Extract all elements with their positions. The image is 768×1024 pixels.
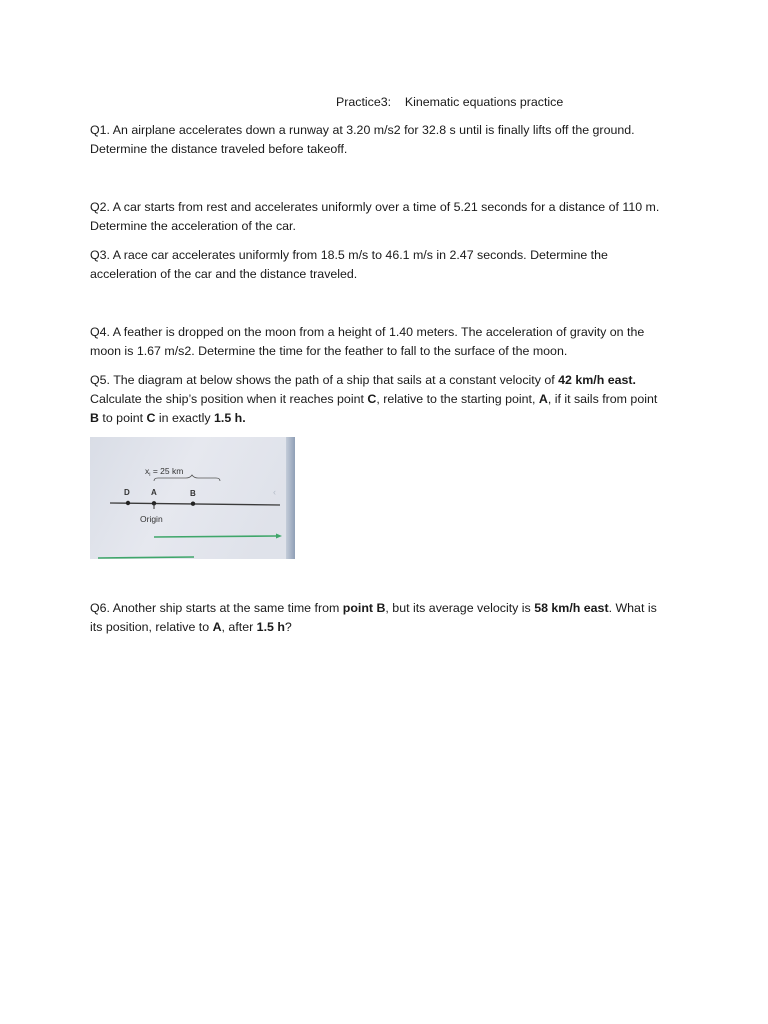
faint-mark: ‹ — [273, 487, 276, 497]
q6-text: , but its average velocity is — [385, 601, 535, 615]
ship-path-diagram — [90, 437, 295, 559]
q5-point-c: C — [367, 392, 377, 406]
question-4-line-1: Q4. A feather is dropped on the moon from a height of 1.40 meters. The acceleration of gravity on the — [90, 325, 645, 339]
point-d-label: D — [124, 488, 130, 497]
origin-label: Origin — [140, 514, 163, 524]
second-path-arrow — [98, 557, 194, 558]
question-6 — [90, 599, 690, 637]
q6-point-a: A — [212, 620, 222, 634]
question-2 — [90, 198, 690, 236]
q5-velocity: 42 km/h east. — [558, 373, 636, 387]
point-b-dot — [191, 502, 195, 506]
q5-text: , relative to the starting point, — [376, 392, 539, 406]
question-4-line-2: moon is 1.67 m/s2. Determine the time for the feather to fall to the surface of the moon. — [90, 344, 568, 358]
point-a-label: A — [151, 488, 157, 497]
question-3-line-1: Q3. A race car accelerates uniformly from 18.5 m/s to 46.1 m/s in 2.47 seconds. Determine the — [90, 248, 608, 262]
q6-text: ? — [284, 620, 292, 634]
q5-point-b: B — [90, 411, 99, 425]
question-5 — [90, 371, 690, 428]
page-title: Practice3: Kinematic equations practice — [336, 95, 564, 109]
q5-point-c: C — [146, 411, 156, 425]
point-d-dot — [126, 501, 130, 505]
ship-path-arrow — [154, 536, 276, 537]
q5-text: to point — [98, 411, 147, 425]
q5-text: in exactly — [155, 411, 214, 425]
q5-text: , if it sails from point — [547, 392, 658, 406]
distance-label: $x_i = 25$ km — [145, 466, 184, 478]
question-3-line-2: acceleration of the car and the distance traveled. — [90, 267, 358, 281]
question-3 — [90, 246, 690, 284]
q5-text: Q5. The diagram at below shows the path of a ship that sails at a constant velocity of — [90, 373, 559, 387]
point-b-label: B — [190, 489, 196, 498]
q6-velocity: 58 km/h east — [534, 601, 609, 615]
q6-start-point: point B — [342, 601, 386, 615]
q5-point-a: A — [538, 392, 548, 406]
q6-text: , after — [221, 620, 257, 634]
question-1-line-1: Q1. An airplane accelerates down a runway at 3.20 m/s2 for 32.8 s until is finally lifts off the ground. — [90, 123, 635, 137]
diagram-photo — [90, 437, 295, 559]
question-2-line-1: Q2. A car starts from rest and accelerates uniformly over a time of 5.21 seconds for a distance of 110 m. — [90, 200, 660, 214]
question-1-line-2: Determine the distance traveled before takeoff. — [90, 142, 348, 156]
question-1 — [90, 121, 690, 159]
q5-text: Calculate the ship’s position when it reaches point — [90, 392, 368, 406]
q6-text: . What is — [608, 601, 657, 615]
question-4 — [90, 323, 690, 361]
q6-text: Q6. Another ship starts at the same time from — [90, 601, 343, 615]
q6-text: its position, relative to — [90, 620, 213, 634]
q6-time: 1.5 h — [256, 620, 285, 634]
q5-time: 1.5 h. — [213, 411, 246, 425]
question-2-line-2: Determine the acceleration of the car. — [90, 219, 296, 233]
